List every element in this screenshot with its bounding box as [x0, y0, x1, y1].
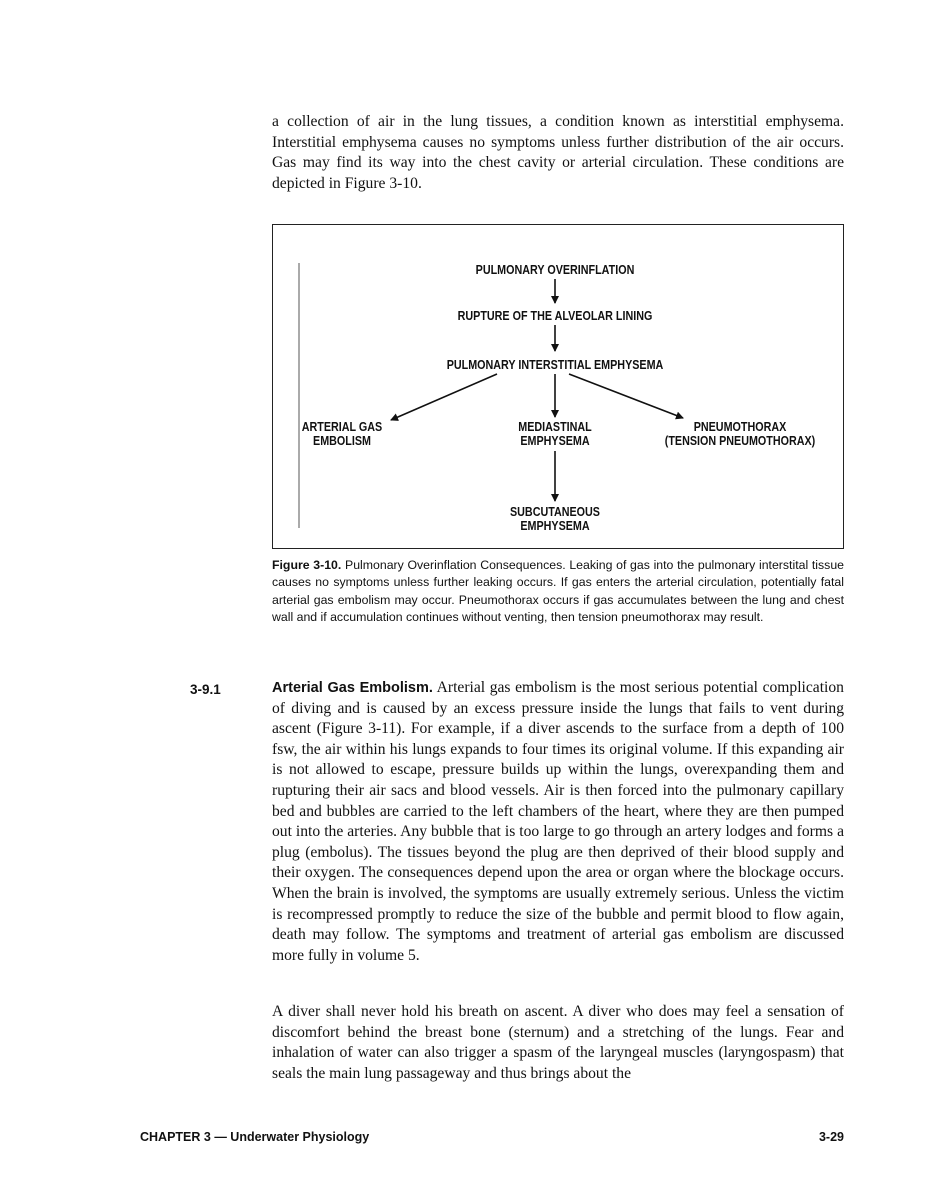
- node-label: RUPTURE OF THE ALVEOLAR LINING: [457, 309, 653, 323]
- intro-paragraph: a collection of air in the lung tissues, a condition known as interstitial emphysema. Interstitial emphysema causes no symptoms unless further distribution of the air occurs. Gas may find its way into the chest cavity or arterial circulation. These conditions are depicted in Figure 3-10.: [272, 113, 844, 192]
- closing-paragraph: A diver shall never hold his breath on ascent. A diver who does may feel a sensation of discomfort behind the breast bone (sternum) and a stretching of the lungs. Fear and inhalation of water can also trigger a spasm of the laryngeal muscles (laryngospasm) that seals the main lung passageway and thus brings about the: [272, 1003, 844, 1082]
- figure-caption-text: Pulmonary Overinflation Consequences. Leaking of gas into the pulmonary interstital tissue causes no symptoms unless further leaking occurs. If gas enters the arterial circulation, potentially fatal arterial gas embolism may occur. Pneumothorax occurs if gas accumulates between the lung and chest wall and if accumulation continues without venting, then tension pneumothorax may result.: [272, 558, 844, 625]
- node-mediastinal-emphysema: [503, 420, 606, 448]
- figure-caption: [272, 557, 844, 627]
- node-pulmonary-interstitial-emphysema: [426, 358, 684, 372]
- node-label-line2: EMBOLISM: [313, 434, 371, 448]
- section-title: Arterial Gas Embolism.: [272, 680, 433, 696]
- node-label-line2: EMPHYSEMA: [520, 434, 590, 448]
- section-body: Arterial gas embolism is the most serious potential complication of diving and is caused by an excess pressure inside the lungs that fails to vent during ascent (Figure 3-11). For example, if a diver ascends to the surface from a depth of 100 fsw, the air within his lungs expands to four times its original volume. If this expanding air is not allowed to escape, pressure builds up within the lungs, overexpanding them and rupturing their air sacs and blood vessels. Air is then forced into the pulmonary capillary bed and bubbles are carried to the left chambers of the heart, where they are then pumped out into the arteries. Any bubble that is too large to go through an artery lodges and forms a plug (embolus). The tissues beyond the plug are then deprived of their blood supply and their oxygen. The consequences depend upon the area or organ where the blockage occurs. When the brain is involved, the symptoms are usually extremely serious. Unless the victim is recompressed promptly to reduce the size of the bubble and permit blood to flow again, death may follow. The symptoms and treatment of arterial gas embolism are discussed more fully in volume 5.: [272, 679, 844, 964]
- section-paragraph: [272, 678, 844, 966]
- node-label-line2: EMPHYSEMA: [520, 519, 590, 533]
- figure-caption-label: Figure 3-10.: [272, 558, 342, 572]
- node-label-line1: MEDIASTINAL: [518, 420, 592, 434]
- node-rupture-alveolar-lining: [443, 309, 667, 323]
- node-label: PULMONARY OVERINFLATION: [475, 263, 635, 277]
- arrow-to-pneumothorax: [569, 374, 683, 418]
- node-pulmonary-overinflation: [469, 263, 641, 277]
- node-label-line1: PNEUMOTHORAX: [693, 420, 787, 434]
- figure-3-10-diagram: [272, 224, 844, 549]
- node-label: PULMONARY INTERSTITIAL EMPHYSEMA: [446, 358, 664, 372]
- node-pneumothorax: [658, 420, 821, 448]
- footer-chapter-title: CHAPTER 3 — Underwater Physiology: [140, 1130, 370, 1144]
- section-number: 3-9.1: [190, 682, 221, 697]
- node-subcutaneous-emphysema: [503, 505, 606, 533]
- node-label-line1: SUBCUTANEOUS: [509, 505, 600, 519]
- node-arterial-gas-embolism: [295, 420, 390, 448]
- arrow-to-arterial-gas-embolism: [391, 374, 497, 420]
- node-label-line2: (TENSION PNEUMOTHORAX): [664, 434, 816, 448]
- footer-page-number: 3-29: [818, 1130, 844, 1144]
- node-label-line1: ARTERIAL GAS: [301, 420, 383, 434]
